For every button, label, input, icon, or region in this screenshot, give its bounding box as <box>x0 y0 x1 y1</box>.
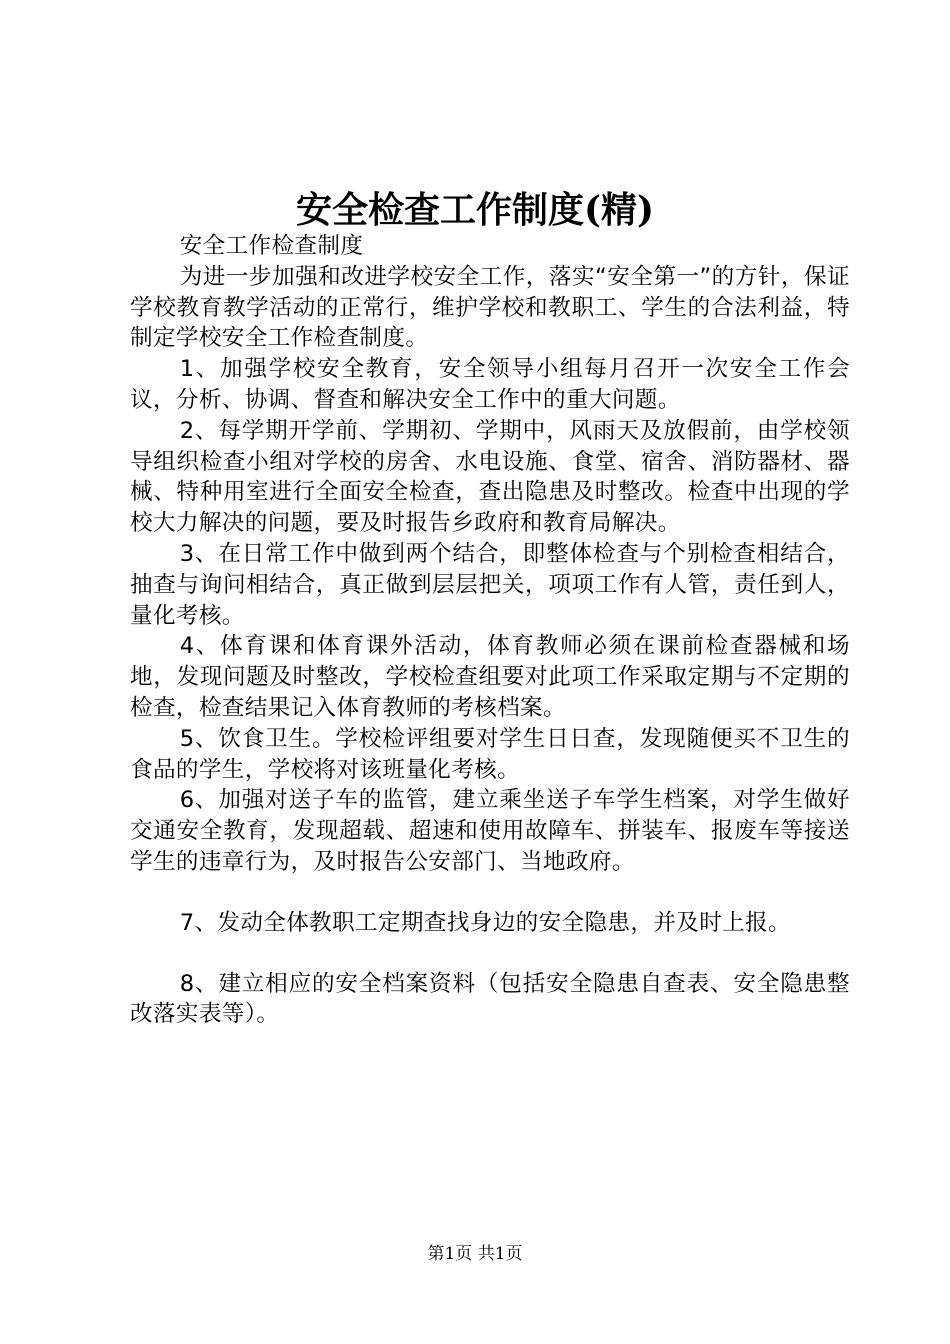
paragraph-item-6: 6、加强对送子车的监管，建立乘坐送子车学生档案，对学生做好交通安全教育，发现超载、超速和使用故障车、拼装车、报废车等接送学生的违章行为，及时报告公安部门、当地政府。 <box>130 787 850 875</box>
document-subtitle: 安全工作检查制度 <box>179 233 364 259</box>
paragraph-item-3: 3、在日常工作中做到两个结合，即整体检查与个别检查相结合，抽查与询问相结合，真正做到层层把关，项项工作有人管，责任到人，量化考核。 <box>130 540 850 629</box>
paragraph-item-4: 4、体育课和体育课外活动，体育教师必须在课前检查器械和场地，发现问题及时整改，学校检查组要对此项工作采取定期与不定期的检查，检查结果记入体育教师的考核档案。 <box>130 633 850 721</box>
paragraph-item-5: 5、饮食卫生。学校检评组要对学生日日查，发现随便买不卫生的食品的学生，学校将对该班量化考核。 <box>130 725 850 783</box>
document-body <box>130 231 850 1030</box>
page-title: 安全检查工作制度(精) <box>295 189 655 231</box>
paragraph-item-1: 1、加强学校安全教育，安全领导小组每月召开一次安全工作会议，分析、协调、督查和解决安全工作中的重大问题。 <box>130 356 850 413</box>
paragraph-item-2: 2、每学期开学前、学期初、学期中，风雨天及放假前，由学校领导组织检查小组对学校的房舍、水电设施、食堂、宿舍、消防器材、器械、特种用室进行全面安全检查，查出隐患及时整改。检查中出现的学校大力解决的问题，要及时报告乡政府和教育局解决。 <box>130 417 850 537</box>
paragraph-intro: 为进一步加强和改进学校安全工作，落实“安全第一”的方针，保证学校教育教学活动的正常行，维护学校和教职工、学生的合法利益，特制定学校安全工作检查制度。 <box>130 263 850 352</box>
paragraph-item-8: 8、建立相应的安全档案资料（包括安全隐患自查表、安全隐患整改落实表等）。 <box>130 970 850 1028</box>
page-footer: 第1页 共1页 <box>427 1244 523 1264</box>
paragraph-item-7: 7、发动全体教职工定期查找身边的安全隐患，并及时上报。 <box>179 909 791 936</box>
